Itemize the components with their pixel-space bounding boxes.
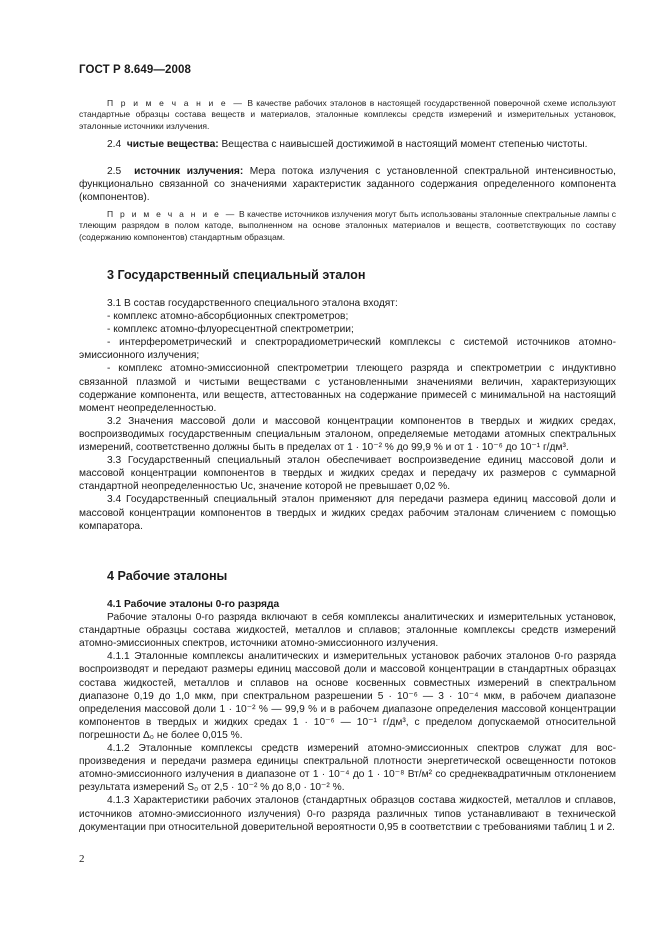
paragraph-4-1-1: 4.1.1 Эталонные комплексы аналитических и измерительных установок рабочих эталонов 0-го разряда воспроизводят и передают размеры единиц массовой доли и массовой концентрации в стандартных образцах состава жидкостей, металлов и сплавов на основе косвенных совместных измерений в спектральном диапазоне 0,19 до 1,0 мкм, при спектральном разрешении 5 · 10⁻⁶ — 3 · 10⁻⁴ мкм, в рабочем диапазоне определения массовой доли 1 · 10⁻² % — 99,9 % и в рабочем диапазоне определения массовой концентрации компонентов в твердых и жидких средах 1 · 10⁻⁶ — 10⁻¹ г/дм³, с пределом допускаемой относительной погрешности Δ₀ не более 0,015 %.: [79, 651, 616, 741]
clause-number: 2.4: [107, 139, 122, 150]
section-4-body: [79, 598, 616, 834]
paragraph-3-1: 3.1 В состав государственного специального эталона входят:: [107, 298, 398, 309]
definition-text: Вещества с наивысшей достижимой в настоящий момент степенью чистоты.: [221, 139, 588, 150]
list-item: - комплекс атомно-эмиссионной спектрометрии тлеющего разряда и спектрометрии с индуктивно связанной плазмой и чистыми веществами с установленными значениями величин, характеризующих содержание компонента, или веществ, аттестованных на содержание примесей с минимальной на настоящий момент неопределенностью.: [79, 363, 616, 414]
list-item: - интерферометрический и спектрорадиометрический комплексы с системой источников атомно-эмиссионного излучения;: [79, 337, 616, 362]
subsection-4-1-title: 4.1 Рабочие эталоны 0-го разряда: [107, 599, 280, 610]
standard-header: ГОСТ Р 8.649—2008: [79, 64, 191, 76]
paragraph-4-1: Рабочие эталоны 0-го разряда включают в себя комплексы аналитических и измерительных установок, стандартные образцы состава жидкостей, металлов и сплавов; эталонные комплексы средств измерений атомно-эмиссионных спектров, источники атомно-эмиссионного излучения.: [79, 612, 616, 650]
clause-number: 2.5: [107, 166, 122, 177]
note-label: П р и м е ч а н и е —: [107, 98, 245, 108]
paragraph-3-4: 3.4 Государственный специальный эталон применяют для передачи размера единиц массовой доли и массовой концентрации компонентов в твердых и жидких средах рабочим эталонам сличением с помощью компаратора.: [79, 494, 616, 532]
note-label: П р и м е ч а н и е —: [107, 209, 237, 219]
term: чистые вещества:: [126, 139, 219, 150]
section-4-title: 4 Рабочие эталоны: [107, 569, 228, 583]
definition-text: Мера потока излучения с установленной спектральной интенсивностью, функционально связанной со значениями характеристик заданного содержания определенного компонента (компонентов).: [79, 166, 616, 204]
paragraph-3-3: 3.3 Государственный специальный эталон обеспечивает воспроизведение единиц массовой доли и массовой концентрации компонентов в твердых и жидких средах и передачу их размеров с суммарной стандартной неопределенностью Uc, значение которой не превышает 0,02 %.: [79, 455, 616, 493]
note-text: В качестве источников излучения могут быть использованы эталонные спектральные лампы с тлеющим разрядом в полом катоде, выполненном на основе эталонных материалов и веществ, соответствующих по составу (содержанию компонентов) стандартным образцам.: [79, 209, 616, 242]
section-3-body: [79, 297, 616, 533]
list-item: - комплекс атомно-абсорбционных спектрометров;: [107, 311, 349, 323]
list-item: - комплекс атомно-флуоресцентной спектрометрии;: [107, 324, 354, 336]
section-3-title: 3 Государственный специальный эталон: [107, 268, 366, 282]
note-text: В качестве рабочих эталонов в настоящей государственной поверочной схеме используют стандартные образцы состава веществ и материалов, эталонные комплексы средств измерений и измерительных установок, эталонные источники излучения.: [79, 98, 616, 131]
note-paragraph: [79, 98, 616, 132]
paragraph-4-1-2: 4.1.2 Эталонные комплексы средств измерений атомно-эмиссионных спектров служат для воспроизведения и передачи размера единицы спектральной плотности энергетической освещенности потоков атомно-эмиссионного излучения в диапазоне от 1 · 10⁻⁴ до 1 · 10⁻⁸ Вт/м² со среднеквадратичным отклонением результата измерений S₀ от 2,5 · 10⁻² % до 8,0 · 10⁻² %.: [79, 743, 616, 794]
paragraph-4-1-3: 4.1.3 Характеристики рабочих эталонов (стандартных образцов состава жидкостей, металлов и сплавов, источников атомно-эмиссионного излучения) 0-го разряда различных типов устанавливают в технической документации при относительной доверительной вероятности 0,95 в соответствии с требованиями таблиц 1 и 2.: [79, 795, 616, 833]
page-number: 2: [79, 853, 85, 865]
term: источник излучения:: [134, 166, 244, 177]
paragraph-3-2: 3.2 Значения массовой доли и массовой концентрации компонентов в твердых и жидких средах, воспроизводимых государственным специальным эталоном, определяемые методами атомных спектральных измерений, соответственно должны быть в пределах от 1 · 10⁻² % до 99,9 % и от 1 · 10⁻⁶ до 10⁻¹ г/дм³.: [79, 415, 616, 454]
definition-2-4: [79, 138, 616, 151]
note-paragraph: [79, 209, 616, 243]
definition-2-5: [79, 165, 616, 204]
